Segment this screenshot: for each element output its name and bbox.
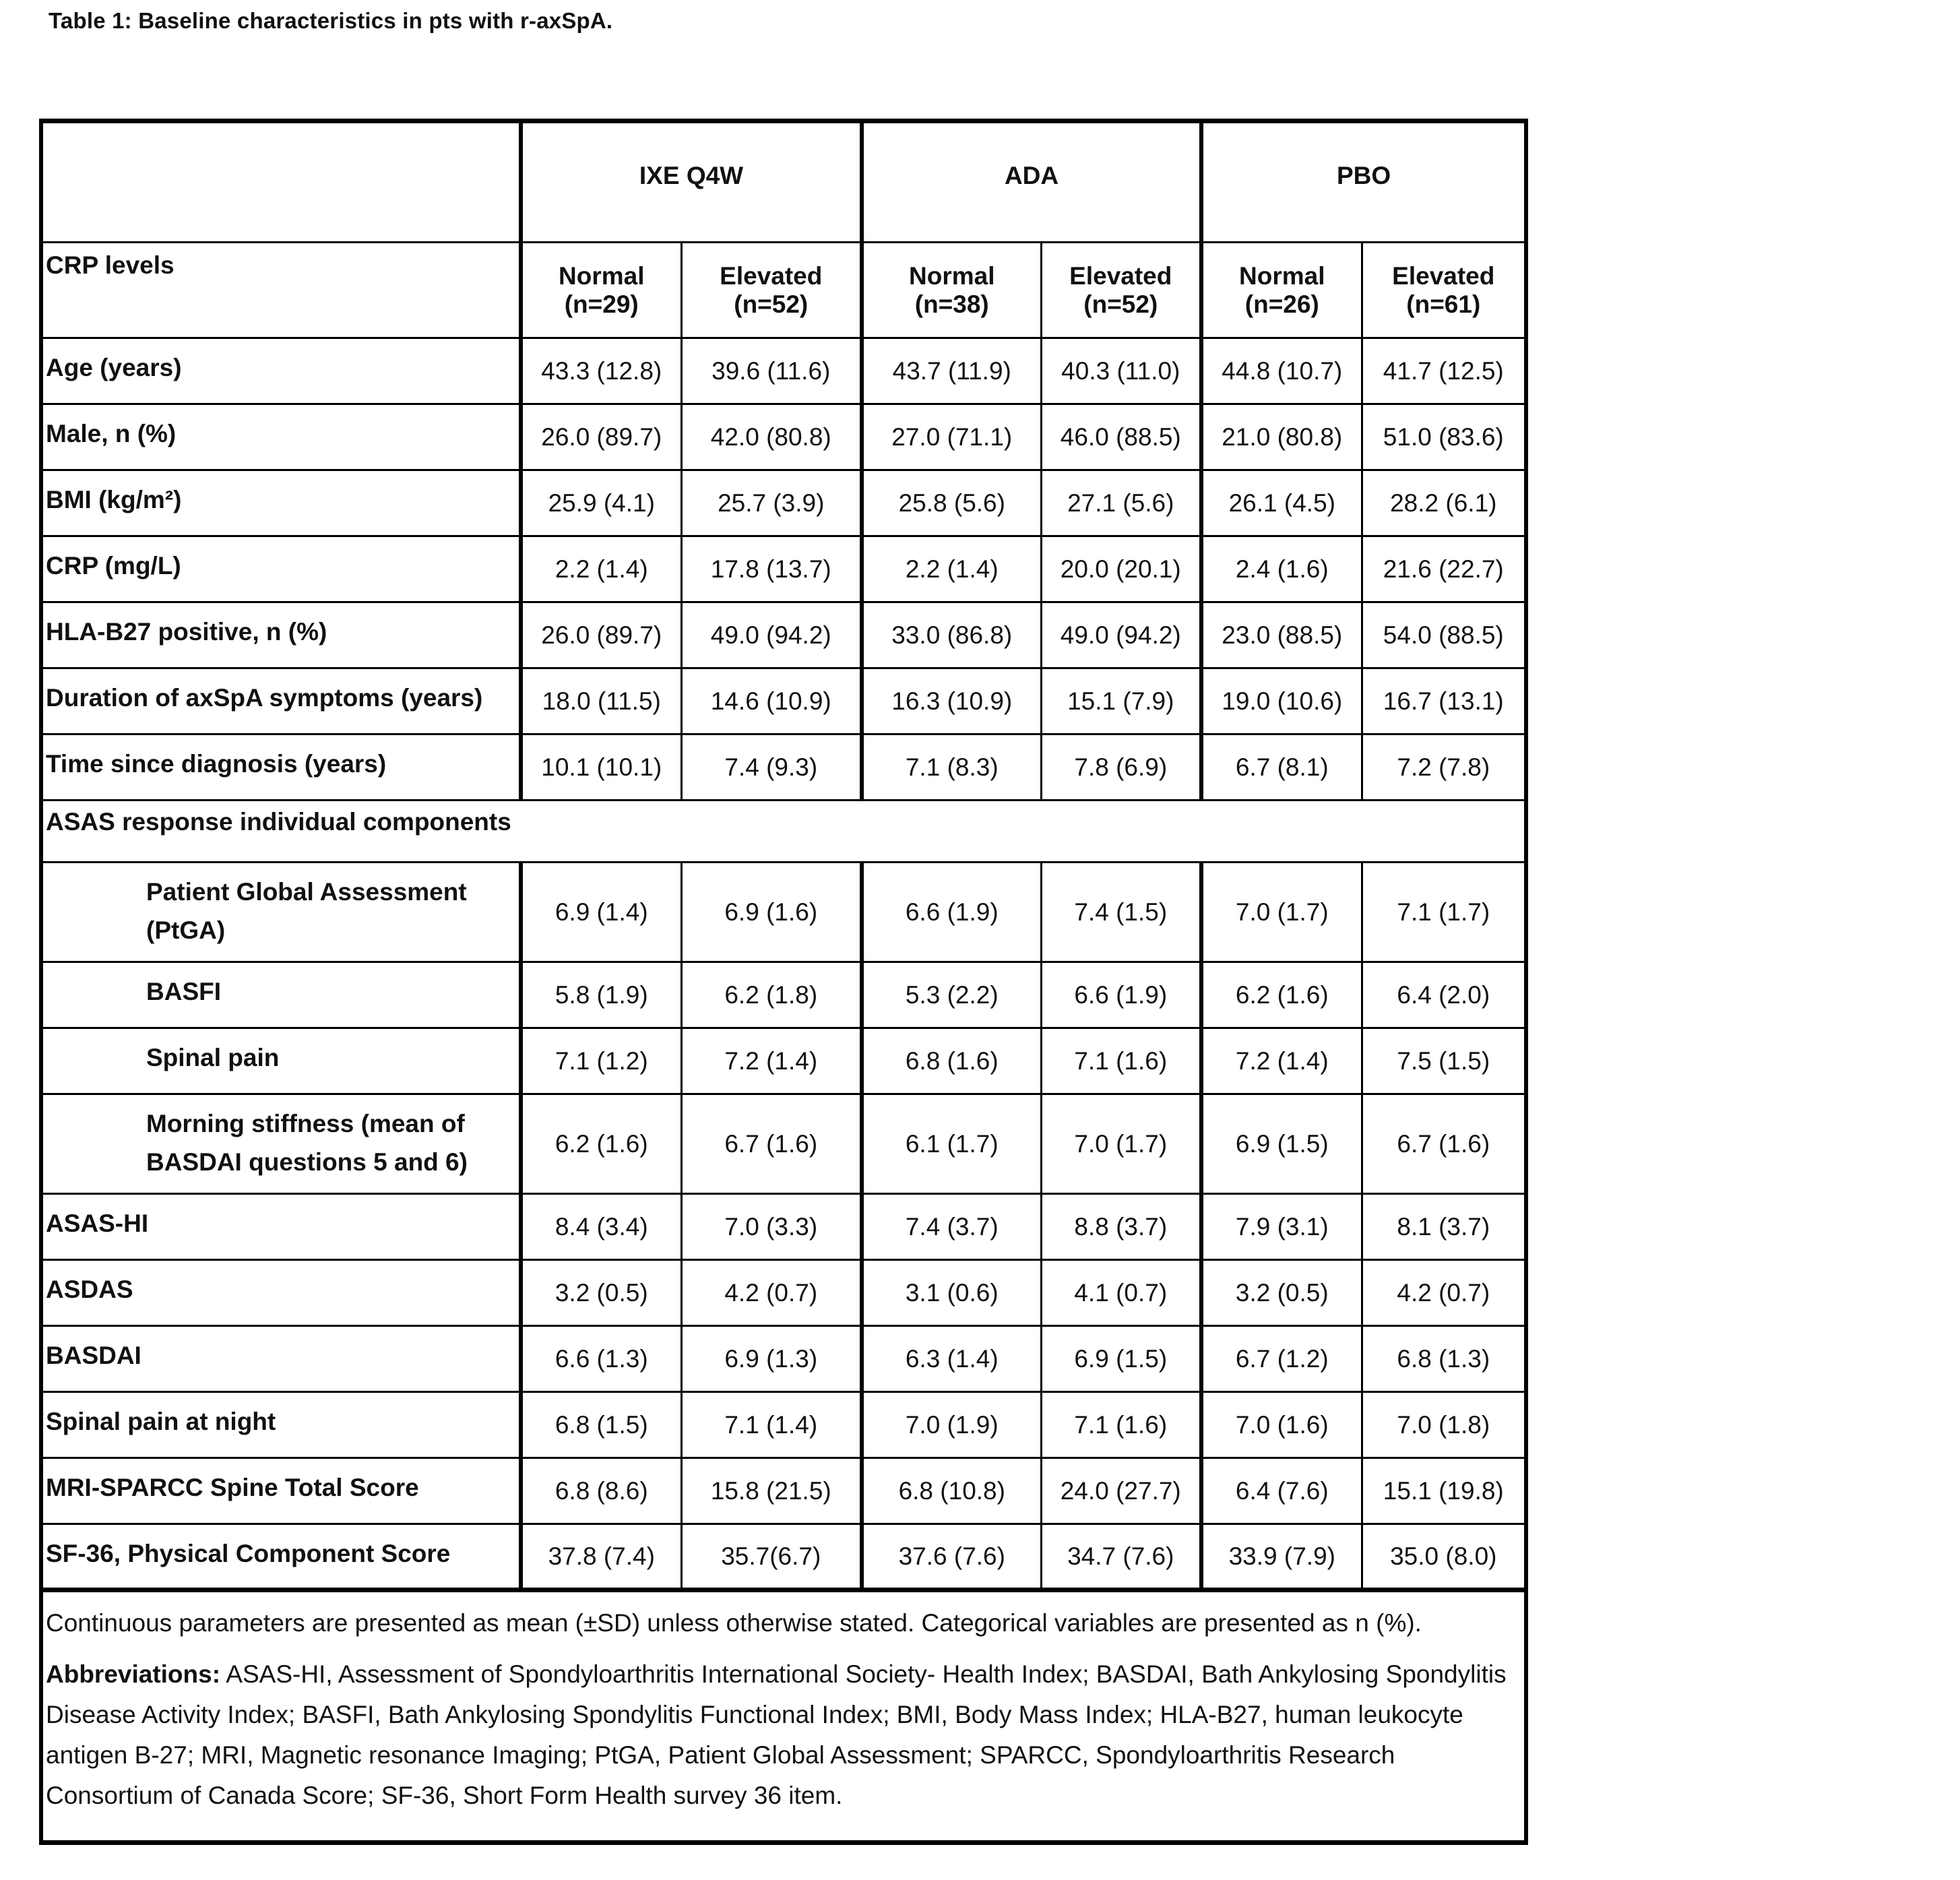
row-label: Age (years) bbox=[41, 338, 521, 404]
value-cell: 4.1 (0.7) bbox=[1041, 1260, 1201, 1326]
row-label-line: BASFI bbox=[146, 978, 221, 1005]
value-cell: 33.9 (7.9) bbox=[1201, 1524, 1362, 1590]
value-cell: 6.6 (1.3) bbox=[521, 1326, 681, 1392]
subheader-row bbox=[41, 243, 1526, 338]
value-cell: 7.0 (3.3) bbox=[681, 1194, 862, 1260]
value-cell: 6.3 (1.4) bbox=[862, 1326, 1041, 1392]
value-cell: 7.9 (3.1) bbox=[1201, 1194, 1362, 1260]
value-cell: 20.0 (20.1) bbox=[1041, 536, 1201, 602]
row-label-line: BASDAI questions 5 and 6) bbox=[146, 1148, 468, 1177]
value-cell: 7.4 (9.3) bbox=[681, 734, 862, 801]
value-cell: 7.5 (1.5) bbox=[1362, 1028, 1526, 1094]
value-cell: 51.0 (83.6) bbox=[1362, 404, 1526, 470]
value-cell: 7.1 (1.6) bbox=[1041, 1028, 1201, 1094]
value-cell: 8.8 (3.7) bbox=[1041, 1194, 1201, 1260]
value-cell: 7.0 (1.7) bbox=[1201, 863, 1362, 962]
value-cell: 6.6 (1.9) bbox=[1041, 962, 1201, 1028]
table-row bbox=[41, 1524, 1526, 1590]
table-row bbox=[41, 734, 1526, 801]
row-label: ASAS-HI bbox=[41, 1194, 521, 1260]
row-label: Duration of axSpA symptoms (years) bbox=[41, 668, 521, 734]
table-row bbox=[41, 470, 1526, 536]
value-cell: 3.2 (0.5) bbox=[521, 1260, 681, 1326]
value-cell: 6.2 (1.8) bbox=[681, 962, 862, 1028]
section-row bbox=[41, 801, 1526, 863]
table-row bbox=[41, 668, 1526, 734]
value-cell: 6.8 (1.3) bbox=[1362, 1326, 1526, 1392]
value-cell: 7.0 (1.9) bbox=[862, 1392, 1041, 1458]
value-cell: 25.7 (3.9) bbox=[681, 470, 862, 536]
value-cell: 6.7 (1.2) bbox=[1201, 1326, 1362, 1392]
value-cell: 6.8 (1.5) bbox=[521, 1392, 681, 1458]
value-cell: 35.0 (8.0) bbox=[1362, 1524, 1526, 1590]
value-cell: 6.4 (2.0) bbox=[1362, 962, 1526, 1028]
value-cell: 6.6 (1.9) bbox=[862, 863, 1041, 962]
value-cell: 8.4 (3.4) bbox=[521, 1194, 681, 1260]
value-cell: 7.0 (1.6) bbox=[1201, 1392, 1362, 1458]
row-label bbox=[41, 1094, 521, 1194]
value-cell: 6.8 (10.8) bbox=[862, 1458, 1041, 1524]
table-row-subcomponent bbox=[41, 863, 1526, 962]
value-cell: 7.1 (8.3) bbox=[862, 734, 1041, 801]
value-cell: 10.1 (10.1) bbox=[521, 734, 681, 801]
group-header-ada: ADA bbox=[862, 121, 1201, 243]
table-row bbox=[41, 404, 1526, 470]
value-cell: 39.6 (11.6) bbox=[681, 338, 862, 404]
value-cell: 6.4 (7.6) bbox=[1201, 1458, 1362, 1524]
value-cell: 3.1 (0.6) bbox=[862, 1260, 1041, 1326]
value-cell: 26.0 (89.7) bbox=[521, 602, 681, 668]
value-cell: 6.9 (1.5) bbox=[1201, 1094, 1362, 1194]
table-row bbox=[41, 338, 1526, 404]
value-cell: 7.4 (3.7) bbox=[862, 1194, 1041, 1260]
value-cell: 33.0 (86.8) bbox=[862, 602, 1041, 668]
value-cell: 7.4 (1.5) bbox=[1041, 863, 1201, 962]
value-cell: 18.0 (11.5) bbox=[521, 668, 681, 734]
value-cell: 26.0 (89.7) bbox=[521, 404, 681, 470]
value-cell: 26.1 (4.5) bbox=[1201, 470, 1362, 536]
table-row-subcomponent bbox=[41, 1094, 1526, 1194]
value-cell: 2.2 (1.4) bbox=[862, 536, 1041, 602]
footnote-row bbox=[41, 1590, 1526, 1843]
group-header-row bbox=[41, 121, 1526, 243]
row-label: Male, n (%) bbox=[41, 404, 521, 470]
value-cell: 6.8 (1.6) bbox=[862, 1028, 1041, 1094]
row-label: Time since diagnosis (years) bbox=[41, 734, 521, 801]
table-row bbox=[41, 1194, 1526, 1260]
footnote-text: Continuous parameters are presented as mean (±SD) unless otherwise stated. Categorical variables are presented as n (%). bbox=[46, 1609, 1422, 1637]
baseline-table bbox=[39, 119, 1528, 1845]
value-cell: 7.1 (1.6) bbox=[1041, 1392, 1201, 1458]
value-cell: 25.8 (5.6) bbox=[862, 470, 1041, 536]
value-cell: 7.8 (6.9) bbox=[1041, 734, 1201, 801]
value-cell: 6.7 (1.6) bbox=[681, 1094, 862, 1194]
value-cell: 6.7 (1.6) bbox=[1362, 1094, 1526, 1194]
value-cell: 7.0 (1.8) bbox=[1362, 1392, 1526, 1458]
row-label: ASDAS bbox=[41, 1260, 521, 1326]
row-label bbox=[41, 1028, 521, 1094]
value-cell: 40.3 (11.0) bbox=[1041, 338, 1201, 404]
value-cell: 6.9 (1.6) bbox=[681, 863, 862, 962]
crp-levels-label: CRP levels bbox=[41, 243, 521, 338]
value-cell: 2.2 (1.4) bbox=[521, 536, 681, 602]
abbreviations-text: ASAS-HI, Assessment of Spondyloarthritis International Society- Health Index; BASDAI, Bath Ankylosing Spondylitis Disease Activity Index; BASFI, Bath Ankylosing Spondylitis Functional Index; BMI, Body Mass Index; HLA-B27, human leukocyte antigen B-27; MRI, Magnetic resonance Imaging; PtGA, Patient Global Assessment; SPARCC, Spondyloarthritis Research Consortium of Canada Score; SF-36, Short Form Health survey 36 item. bbox=[46, 1660, 1507, 1809]
value-cell: 5.8 (1.9) bbox=[521, 962, 681, 1028]
value-cell: 21.6 (22.7) bbox=[1362, 536, 1526, 602]
row-label-line: Morning stiffness (mean of bbox=[146, 1110, 465, 1137]
value-cell: 15.8 (21.5) bbox=[681, 1458, 862, 1524]
value-cell: 25.9 (4.1) bbox=[521, 470, 681, 536]
value-cell: 17.8 (13.7) bbox=[681, 536, 862, 602]
row-label: Spinal pain at night bbox=[41, 1392, 521, 1458]
value-cell: 44.8 (10.7) bbox=[1201, 338, 1362, 404]
value-cell: 6.2 (1.6) bbox=[1201, 962, 1362, 1028]
section-label: ASAS response individual components bbox=[41, 801, 1526, 863]
value-cell: 35.7(6.7) bbox=[681, 1524, 862, 1590]
value-cell: 4.2 (0.7) bbox=[681, 1260, 862, 1326]
row-label: SF-36, Physical Component Score bbox=[41, 1524, 521, 1590]
table-row bbox=[41, 1392, 1526, 1458]
value-cell: 6.1 (1.7) bbox=[862, 1094, 1041, 1194]
value-cell: 6.2 (1.6) bbox=[521, 1094, 681, 1194]
value-cell: 6.8 (8.6) bbox=[521, 1458, 681, 1524]
subheader-cell: Normal (n=29) bbox=[521, 243, 681, 338]
table-row-subcomponent bbox=[41, 962, 1526, 1028]
row-label: BASDAI bbox=[41, 1326, 521, 1392]
value-cell: 27.0 (71.1) bbox=[862, 404, 1041, 470]
value-cell: 6.9 (1.3) bbox=[681, 1326, 862, 1392]
table-row bbox=[41, 536, 1526, 602]
value-cell: 46.0 (88.5) bbox=[1041, 404, 1201, 470]
subheader-cell: Elevated (n=52) bbox=[1041, 243, 1201, 338]
row-label bbox=[41, 962, 521, 1028]
value-cell: 49.0 (94.2) bbox=[1041, 602, 1201, 668]
value-cell: 43.3 (12.8) bbox=[521, 338, 681, 404]
table-row bbox=[41, 1260, 1526, 1326]
value-cell: 24.0 (27.7) bbox=[1041, 1458, 1201, 1524]
abbreviations bbox=[46, 1654, 1521, 1816]
row-label-line: Spinal pain bbox=[146, 1044, 280, 1071]
value-cell: 49.0 (94.2) bbox=[681, 602, 862, 668]
row-label-line: Patient Global Assessment bbox=[146, 878, 467, 906]
value-cell: 21.0 (80.8) bbox=[1201, 404, 1362, 470]
value-cell: 16.7 (13.1) bbox=[1362, 668, 1526, 734]
table-row bbox=[41, 1326, 1526, 1392]
subheader-cell: Normal (n=38) bbox=[862, 243, 1041, 338]
value-cell: 8.1 (3.7) bbox=[1362, 1194, 1526, 1260]
value-cell: 19.0 (10.6) bbox=[1201, 668, 1362, 734]
value-cell: 7.0 (1.7) bbox=[1041, 1094, 1201, 1194]
footnote-cell bbox=[41, 1590, 1526, 1843]
subheader-cell: Elevated (n=52) bbox=[681, 243, 862, 338]
value-cell: 23.0 (88.5) bbox=[1201, 602, 1362, 668]
value-cell: 34.7 (7.6) bbox=[1041, 1524, 1201, 1590]
value-cell: 37.8 (7.4) bbox=[521, 1524, 681, 1590]
value-cell: 4.2 (0.7) bbox=[1362, 1260, 1526, 1326]
row-label: CRP (mg/L) bbox=[41, 536, 521, 602]
value-cell: 7.1 (1.2) bbox=[521, 1028, 681, 1094]
table-title: Table 1: Baseline characteristics in pts with r-axSpA. bbox=[49, 8, 613, 33]
value-cell: 7.1 (1.4) bbox=[681, 1392, 862, 1458]
value-cell: 16.3 (10.9) bbox=[862, 668, 1041, 734]
row-label-line: (PtGA) bbox=[146, 916, 226, 945]
value-cell: 7.2 (1.4) bbox=[1201, 1028, 1362, 1094]
value-cell: 7.2 (7.8) bbox=[1362, 734, 1526, 801]
table-row bbox=[41, 1458, 1526, 1524]
value-cell: 42.0 (80.8) bbox=[681, 404, 862, 470]
table-row-subcomponent bbox=[41, 1028, 1526, 1094]
value-cell: 37.6 (7.6) bbox=[862, 1524, 1041, 1590]
value-cell: 5.3 (2.2) bbox=[862, 962, 1041, 1028]
group-header-ixe: IXE Q4W bbox=[521, 121, 862, 243]
value-cell: 7.2 (1.4) bbox=[681, 1028, 862, 1094]
row-label: BMI (kg/m²) bbox=[41, 470, 521, 536]
value-cell: 2.4 (1.6) bbox=[1201, 536, 1362, 602]
subheader-cell: Normal (n=26) bbox=[1201, 243, 1362, 338]
value-cell: 43.7 (11.9) bbox=[862, 338, 1041, 404]
value-cell: 54.0 (88.5) bbox=[1362, 602, 1526, 668]
value-cell: 27.1 (5.6) bbox=[1041, 470, 1201, 536]
table-row bbox=[41, 602, 1526, 668]
abbreviations-label: Abbreviations: bbox=[46, 1660, 221, 1688]
row-label bbox=[41, 863, 521, 962]
value-cell: 15.1 (19.8) bbox=[1362, 1458, 1526, 1524]
value-cell: 15.1 (7.9) bbox=[1041, 668, 1201, 734]
value-cell: 14.6 (10.9) bbox=[681, 668, 862, 734]
value-cell: 6.9 (1.4) bbox=[521, 863, 681, 962]
subheader-cell: Elevated (n=61) bbox=[1362, 243, 1526, 338]
value-cell: 6.7 (8.1) bbox=[1201, 734, 1362, 801]
value-cell: 28.2 (6.1) bbox=[1362, 470, 1526, 536]
row-label: HLA-B27 positive, n (%) bbox=[41, 602, 521, 668]
value-cell: 7.1 (1.7) bbox=[1362, 863, 1526, 962]
value-cell: 6.9 (1.5) bbox=[1041, 1326, 1201, 1392]
group-header-pbo: PBO bbox=[1201, 121, 1526, 243]
corner-cell bbox=[41, 121, 521, 243]
row-label: MRI-SPARCC Spine Total Score bbox=[41, 1458, 521, 1524]
value-cell: 3.2 (0.5) bbox=[1201, 1260, 1362, 1326]
value-cell: 41.7 (12.5) bbox=[1362, 338, 1526, 404]
